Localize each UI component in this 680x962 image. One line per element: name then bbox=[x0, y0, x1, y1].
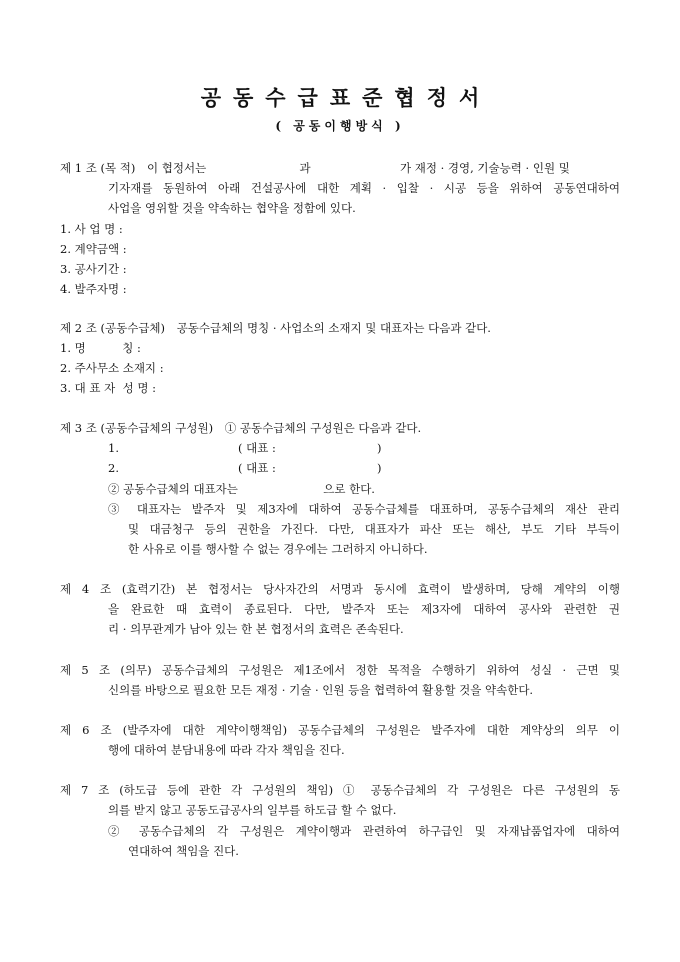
article-1-rest: 가 재정 · 경영, 기술능력 · 인원 및 bbox=[399, 161, 570, 175]
article-7-line-3: ② 공동수급체의 각 구성원은 계약이행과 관련하여 하구급인 및 자재납품업자에 대하여 bbox=[108, 824, 620, 838]
article-1-heading: 제 1 조 (목 적) bbox=[60, 161, 136, 175]
article-7-line-2: 의를 받지 않고 공동도급공사의 일부를 하도급 할 수 없다. bbox=[108, 803, 397, 817]
article-3-member-1-no: 1. bbox=[108, 441, 119, 455]
article-1-item-project: 1. 사 업 명 : bbox=[60, 222, 123, 236]
article-3-text: ① 공동수급체의 구성원은 다음과 같다. bbox=[224, 421, 422, 435]
article-3-member-1-close: ) bbox=[377, 441, 382, 455]
article-3-member-2-no: 2. bbox=[108, 461, 119, 475]
article-3-member-2-close: ) bbox=[377, 461, 382, 475]
article-1-item-amount: 2. 계약금액 : bbox=[60, 242, 127, 256]
article-3-para-2-a: ② 공동수급체의 대표자는 bbox=[108, 482, 238, 496]
document-title: 공동수급표준협정서 bbox=[200, 85, 492, 110]
article-3-para-2 bbox=[108, 482, 375, 496]
article-2-item-name: 1. 명 칭 : bbox=[60, 341, 141, 355]
article-2-item-office: 2. 주사무소 소재지 : bbox=[60, 361, 164, 375]
article-1-line-2: 기자재를 동원하여 아래 건설공사에 대한 계획 · 입찰 · 시공 등을 위하여 공동연대하여 bbox=[108, 181, 620, 195]
document-subtitle: ( 공동이행방식 ) bbox=[275, 119, 405, 133]
article-2-item-rep: 3. 대 표 자 성 명 : bbox=[60, 381, 156, 395]
article-3-member-1-rep: ( 대표 : bbox=[238, 441, 276, 455]
article-2-heading: 제 2 조 (공동수급체) bbox=[60, 321, 166, 335]
article-5-line-1: 제 5 조 (의무) 공동수급체의 구성원은 제1조에서 정한 목적을 수행하기 위하여 성실 · 근면 및 bbox=[60, 663, 620, 677]
article-6-line-1: 제 6 조 (발주자에 대한 계약이행책임) 공동수급체의 구성원은 발주자에 대한 계약상의 의무 이 bbox=[60, 723, 620, 737]
article-5-line-2: 신의를 바탕으로 필요한 모든 재정 · 기술 · 인원 등을 협력하여 활용할 것을 약속한다. bbox=[108, 683, 534, 697]
article-3-line-1 bbox=[60, 421, 421, 435]
article-1-item-period: 3. 공사기간 : bbox=[60, 262, 127, 276]
article-1-line-1 bbox=[60, 161, 570, 175]
article-3-member-2-rep: ( 대표 : bbox=[238, 461, 276, 475]
article-4-line-1: 제 4 조 (효력기간) 본 협정서는 당사자간의 서명과 동시에 효력이 발생하며, 당해 계약의 이행 bbox=[60, 582, 620, 596]
article-1-conj: 과 bbox=[299, 161, 311, 175]
article-2-text: 공동수급체의 명칭 · 사업소의 소재지 및 대표자는 다음과 같다. bbox=[176, 321, 491, 335]
article-6-line-2: 행에 대하여 분담내용에 따라 각자 책임을 진다. bbox=[108, 743, 345, 757]
article-4-line-2: 을 완료한 때 효력이 종료된다. 다만, 발주자 또는 제3자에 대하여 공사와 관련한 권 bbox=[108, 602, 620, 616]
article-7-line-4: 연대하여 책임을 진다. bbox=[128, 844, 239, 858]
article-3-para-3-line-3: 한 사유로 이를 행사할 수 없는 경우에는 그러하지 아니하다. bbox=[128, 542, 428, 556]
article-2-line-1 bbox=[60, 321, 491, 335]
article-3-para-3-line-2: 및 대금청구 등의 권한을 가진다. 다만, 대표자가 파산 또는 해산, 부도 기타 부득이 bbox=[128, 522, 620, 536]
article-3-heading: 제 3 조 (공동수급체의 구성원) bbox=[60, 421, 214, 435]
article-4-line-3: 리 · 의무관계가 남아 있는 한 본 협정서의 효력은 존속된다. bbox=[108, 622, 404, 636]
article-7-line-1: 제 7 조 (하도급 등에 관한 각 구성원의 책임) ① 공동수급체의 각 구성원은 다른 구성원의 동 bbox=[60, 783, 620, 797]
article-1-intro: 이 협정서는 bbox=[147, 161, 207, 175]
article-1-item-orderer: 4. 발주자명 : bbox=[60, 282, 127, 296]
article-3-para-2-b: 으로 한다. bbox=[323, 482, 375, 496]
article-3-para-3-line-1: ③ 대표자는 발주자 및 제3자에 대하여 공동수급체를 대표하며, 공동수급체의 재산 관리 bbox=[108, 502, 620, 516]
article-1-line-3: 사업을 영위할 것을 약속하는 협약을 정함에 있다. bbox=[108, 201, 356, 215]
